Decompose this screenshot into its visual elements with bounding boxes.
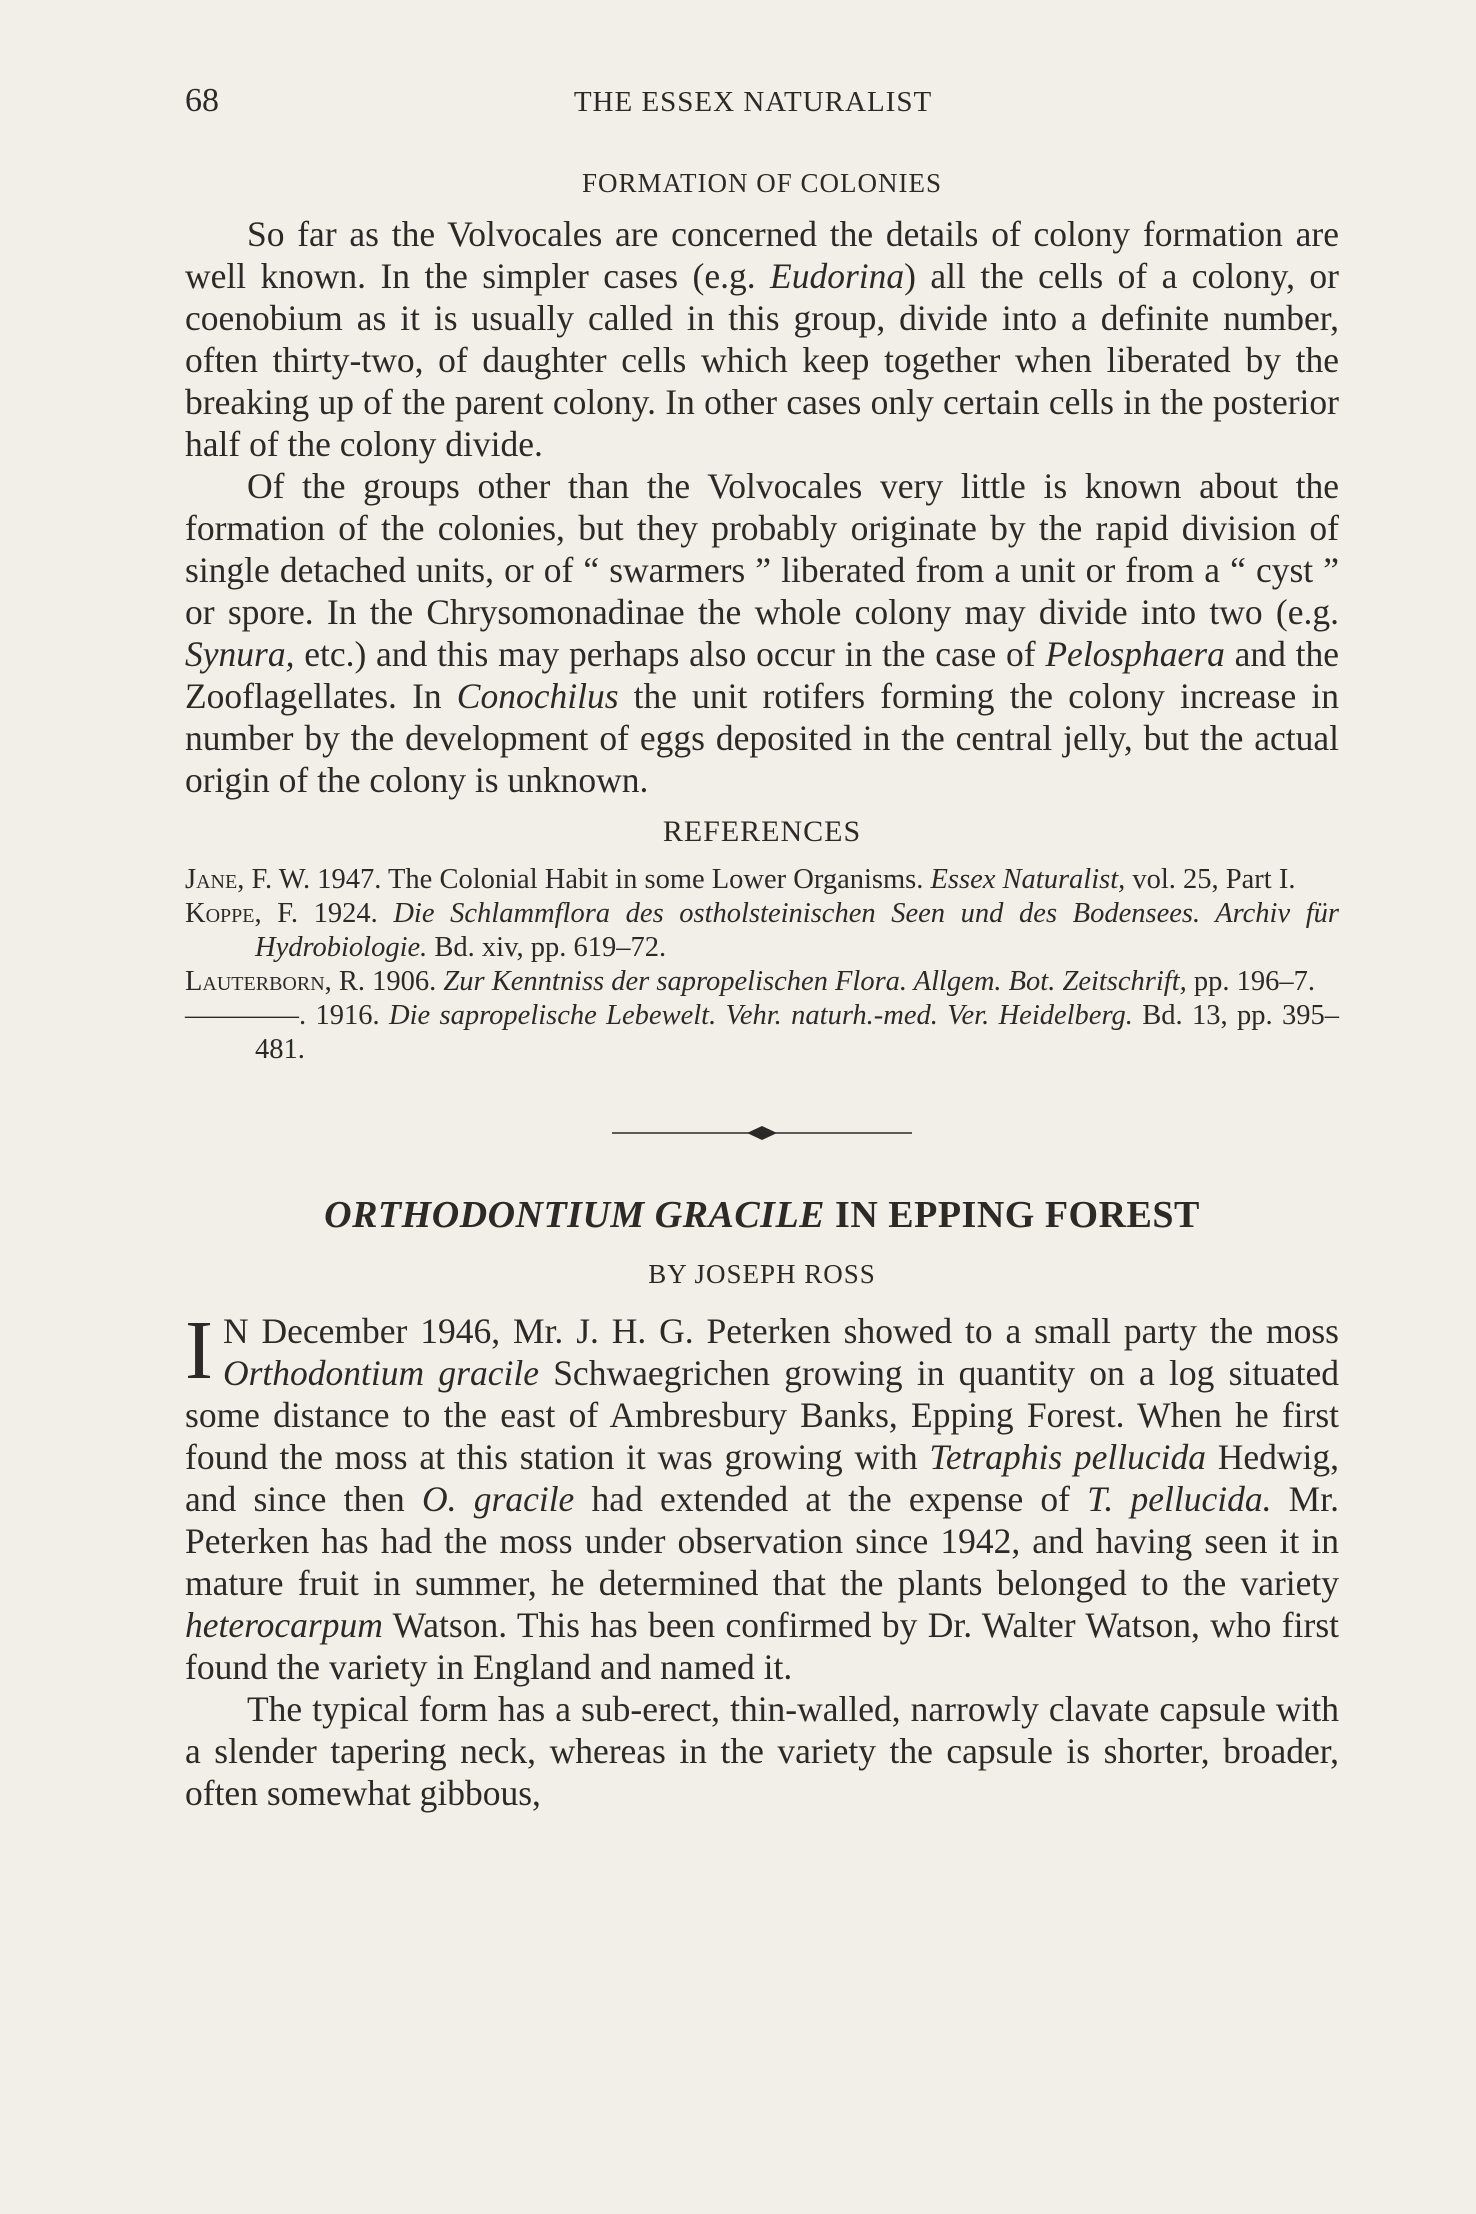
text-run: Mr. Peterken has had the moss under observation since 1942, and having seen it in mature fruit in summer, he determined that the plants belonged to the variety [185,1479,1339,1603]
italic-run: T. pellucida. [1087,1479,1272,1519]
paragraph-typical-form: The typical form has a sub-erect, thin-walled, narrowly clavate capsule with a slender tapering neck, whereas in the variety the capsule is shorter, broader, often somewhat gibbous, [185,1689,1339,1813]
text-run: Hedwig, and since then [185,1437,1339,1519]
italic-run: heterocarpum [185,1605,383,1645]
text-run: 1947. The Colonial Habit in some Lower Organisms. [310,864,931,895]
text-run: ————. 1916. [185,1000,390,1031]
text-run: Watson. This has been confirmed by Dr. Walter Watson, who first found the variety in England and named it. [185,1605,1339,1687]
article-body [185,1304,1339,1814]
reference-author: Lauterborn, R. [185,966,366,997]
paragraph-volvocales [185,213,1339,465]
italic-run: Die sapropelische Lebewelt. Vehr. naturh.-med. Ver. Heidelberg. [389,1000,1133,1031]
title-rest: IN EPPING FOREST [825,1194,1200,1236]
page-number: 68 [185,82,219,119]
text-run: etc.) and this may perhaps also occur in the case of [294,634,1046,674]
text-run: So far as the Volvocales are concerned the details of colony formation are well known. In the simpler cases (e.g. [185,214,1339,296]
running-title: THE ESSEX NATURALIST [573,86,933,118]
paragraph-discovery [185,1304,1339,1688]
reference-author: Koppe, F. [185,898,298,929]
italic-run: O. gracile [422,1479,575,1519]
italic-run: Die Schlammflora des ostholsteinischen Seen und des Bodensees. Archiv für Hydrobiologie. [255,898,1339,963]
italic-run: Synura, [185,634,295,674]
reference-author: Jane, F. W. [185,864,311,895]
text-run: 1906. [365,966,444,997]
page-header [185,82,1321,122]
text-run: Of the groups other than the Volvocales very little is known about the formation of the colonies, but they probably originate by the rapid division of single detached units, or of “ swarmers ” liberated from a unit or from a “ cyst ” or spore. In the Chrysomonadinae the whole colony may divide into two (e.g. [185,466,1339,632]
italic-run: Essex Naturalist, [930,864,1126,895]
italic-run: Tetraphis pellucida [929,1437,1206,1477]
text-run: 1924. [297,898,394,929]
text-run: Bd. 13, pp. 395–481. [255,1000,1340,1065]
text-run: Bd. xiv, pp. 619–72. [427,932,667,963]
article-title [185,1193,1339,1237]
text-run: N December 1946, Mr. J. H. G. Peterken showed to a small party the moss [222,1311,1339,1351]
references-heading: REFERENCES [662,815,862,848]
article-byline: BY JOSEPH ROSS [648,1259,876,1289]
italic-run: Pelosphaera [1045,634,1225,674]
text-run: had extended at the expense of [574,1479,1088,1519]
paragraph-other-groups [185,465,1339,801]
text-run: the unit rotifers forming the colony increase in number by the development of eggs deposited in the central jelly, but the actual origin of the colony is unknown. [185,676,1339,800]
text-run: pp. 196–7. [1186,966,1316,997]
title-italic: ORTHODONTIUM GRACILE [324,1194,826,1236]
page-content [185,168,1339,1814]
italic-run: Eudorina [770,256,905,296]
reference-koppe [185,897,1339,965]
section-heading: FORMATION OF COLONIES [581,168,943,198]
section-divider-ornament [612,1123,912,1143]
reference-lauterborn-1906 [185,965,1339,999]
italic-run: Orthodontium gracile [222,1353,539,1393]
text-run: ) all the cells of a colony, or coenobium as it is usually called in this group, divide into a definite number, often thirty-two, of daughter cells which keep together when liberated by the breaking up of the parent colony. In other cases only certain cells in the posterior half of the colony divide. [185,256,1339,464]
text-run: Schwaegrichen growing in quantity on a log situated some distance to the east of Ambresbury Banks, Epping Forest. When he first found the moss at this station it was growing with [185,1353,1339,1477]
italic-run: Conochilus [456,676,619,716]
drop-cap: I [185,1304,213,1397]
italic-run: Zur Kenntniss der sapropelischen Flora. Allgem. Bot. Zeitschrift, [443,966,1187,997]
text-run: and the Zooflagellates. In [185,634,1339,716]
reference-jane [185,863,1339,897]
reference-lauterborn-1916 [185,999,1339,1067]
text-run: vol. 25, Part I. [1125,864,1296,895]
